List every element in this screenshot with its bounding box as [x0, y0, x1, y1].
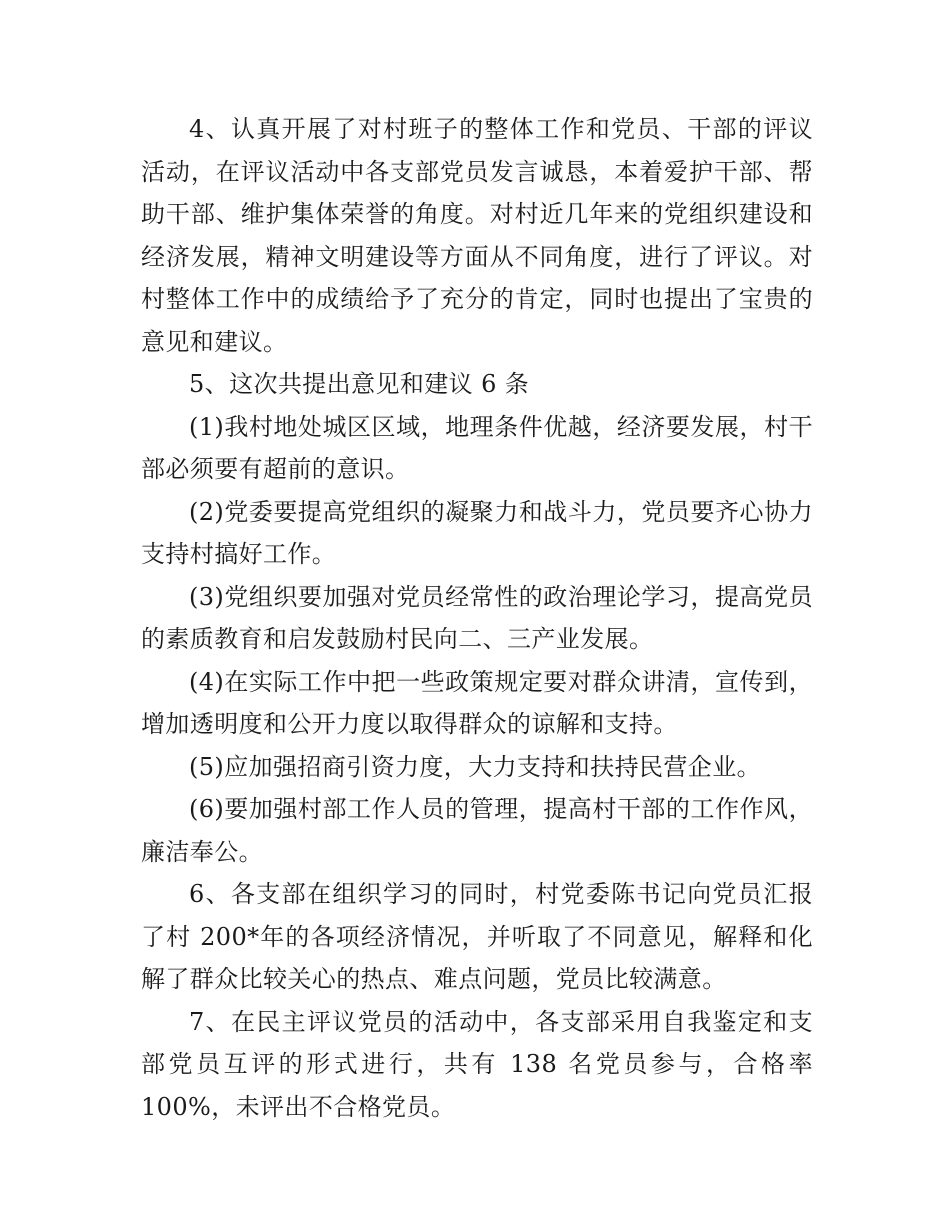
- document-body: [141, 108, 813, 1128]
- suggestion-item-1: (1)我村地处城区区域，地理条件优越，经济要发展，村干部必须要有超前的意识。: [141, 412, 813, 483]
- suggestion-item-3: (3)党组织要加强对党员经常性的政治理论学习，提高党员的素质教育和启发鼓励村民向二、三产业发展。: [141, 582, 813, 653]
- paragraph-7: 7、在民主评议党员的活动中，各支部采用自我鉴定和支部党员互评的形式进行，共有 138 名党员参与，合格率 100%，未评出不合格党员。: [141, 1007, 813, 1121]
- paragraph-5: 5、这次共提出意见和建议 6 条: [189, 370, 530, 398]
- suggestion-item-5: (5)应加强招商引资力度，大力支持和扶持民营企业。: [189, 752, 761, 781]
- paragraph-6: 6、各支部在组织学习的同时，村党委陈书记向党员汇报了村 200*年的各项经济情况，并听取了不同意见，解释和化解了群众比较关心的热点、难点问题，党员比较满意。: [141, 880, 813, 993]
- suggestion-item-4: (4)在实际工作中把一些政策规定要对群众讲清，宣传到，增加透明度和公开力度以取得群众的谅解和支持。: [141, 667, 813, 738]
- paragraph-4: 4、认真开展了对村班子的整体工作和党员、干部的评议活动，在评议活动中各支部党员发言诚恳，本着爱护干部、帮助干部、维护集体荣誉的角度。对村近几年来的党组织建设和经济发展，精神文明建设等方面从不同角度，进行了评议。对村整体工作中的成绩给予了充分的肯定，同时也提出了宝贵的意见和建议。: [141, 115, 813, 356]
- suggestion-item-2: (2)党委要提高党组织的凝聚力和战斗力，党员要齐心协力支持村搞好工作。: [141, 497, 813, 568]
- suggestion-item-6: (6)要加强村部工作人员的管理，提高村干部的工作作风，廉洁奉公。: [141, 795, 813, 866]
